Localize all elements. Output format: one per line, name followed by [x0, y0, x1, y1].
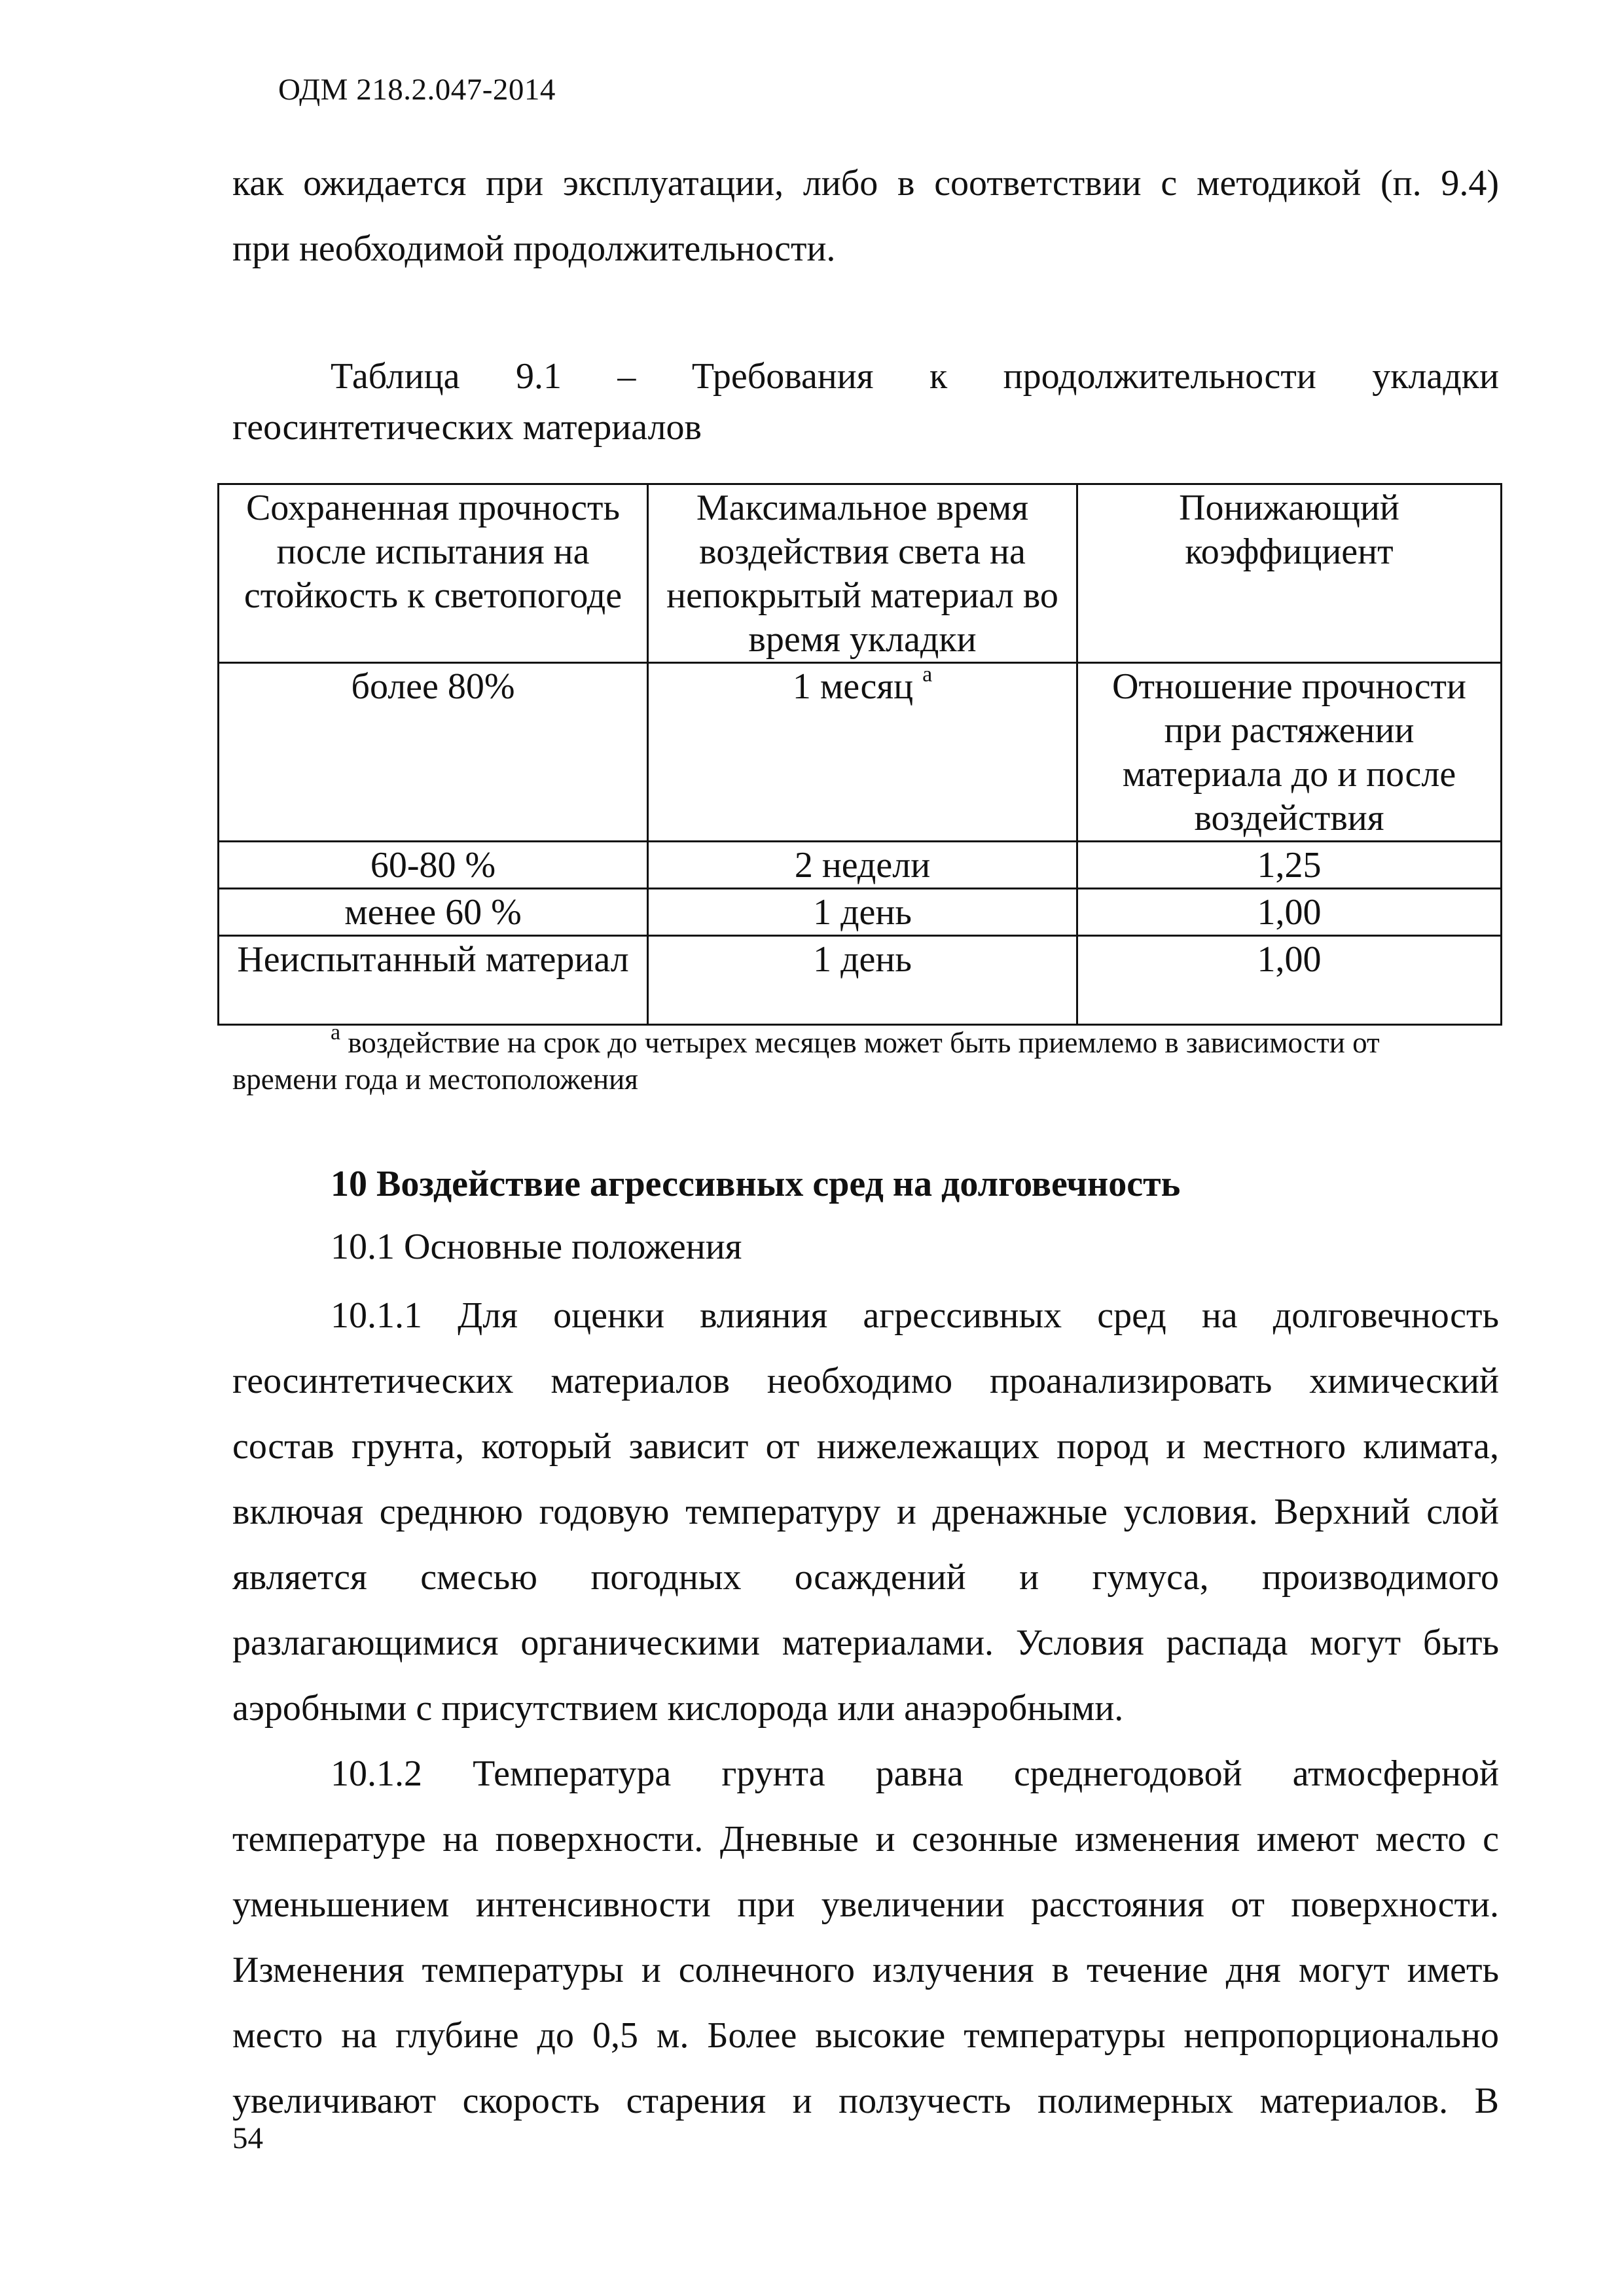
paragraph-10-1-2	[232, 1741, 1499, 2134]
text-line: 10.1.1 Для оценки влияния агрессивных сред на долговечность	[331, 1295, 1499, 1336]
intro-paragraph	[232, 151, 1499, 281]
text-line: место на глубине до 0,5 м. Более высокие температуры непропорционально	[232, 2015, 1499, 2056]
cell-strength: более 80%	[219, 663, 648, 842]
table-row	[219, 889, 1502, 936]
subsection-title: 10.1 Основные положения	[331, 1227, 742, 1267]
header-exposure-time: Максимальное время воздействия света на непокрытый материал во время укладки	[648, 484, 1077, 663]
footnote-mark: а	[922, 662, 933, 687]
table-row	[219, 842, 1502, 889]
text-line: 10.1.2 Температура грунта равна среднегодовой атмосферной	[331, 1753, 1499, 1794]
text-line: разлагающимися органическими материалами. Условия распада могут быть	[232, 1623, 1499, 1663]
footnote-text: воздействие на срок до четырех месяцев может быть приемлемо в зависимости от	[340, 1026, 1380, 1059]
cell-factor: 1,25	[1077, 842, 1502, 889]
caption-word: к	[929, 356, 948, 397]
table-row	[219, 936, 1502, 1025]
text-line: температуре на поверхности. Дневные и сезонные изменения имеют место с	[232, 1819, 1499, 1859]
text-line: включая среднюю годовую температуру и дренажные условия. Верхний слой	[232, 1492, 1499, 1532]
cell-strength: Неиспытанный материал	[219, 936, 648, 1025]
caption-line2: геосинтетических материалов	[232, 407, 702, 448]
intro-line: при необходимой продолжительности.	[232, 228, 836, 269]
text-line: является смесью погодных осаждений и гумуса, производимого	[232, 1557, 1499, 1598]
paragraph-10-1-1	[232, 1283, 1499, 1741]
caption-dash: –	[617, 356, 636, 397]
text-line: Изменения температуры и солнечного излучения в течение дня могут иметь	[232, 1950, 1499, 1990]
text-line: уменьшением интенсивности при увеличении расстояния от поверхности.	[232, 1884, 1499, 1925]
cell-strength: 60-80 %	[219, 842, 648, 889]
footnote-mark: а	[331, 1020, 341, 1045]
header-strength: Сохраненная прочность после испытания на стойкость к светопогоде	[219, 484, 648, 663]
table-caption	[232, 344, 1499, 460]
footnote-text: времени года и местоположения	[232, 1063, 638, 1096]
cell-factor: 1,00	[1077, 936, 1502, 1025]
document-code: ОДМ 218.2.047-2014	[278, 73, 556, 107]
cell-factor: 1,00	[1077, 889, 1502, 936]
cell-time	[648, 663, 1077, 842]
text-line: увеличивают скорость старения и ползучесть полимерных материалов. В	[232, 2081, 1499, 2121]
table-row	[219, 663, 1502, 842]
page-number: 54	[232, 2121, 263, 2155]
caption-word: Требования	[691, 356, 874, 397]
table-footnote	[232, 1020, 1499, 1098]
header-reduction-factor: Понижающий коэффициент	[1077, 484, 1502, 663]
caption-word: укладки	[1372, 356, 1499, 397]
table-header-row	[219, 484, 1502, 663]
requirements-table	[217, 483, 1502, 1026]
cell-time: 1 день	[648, 936, 1077, 1025]
intro-line: как ожидается при эксплуатации, либо в соответствии с методикой (п. 9.4)	[232, 163, 1499, 204]
cell-factor: Отношение прочности при растяжении материала до и после воздействия	[1077, 663, 1502, 842]
caption-word: продолжительности	[1003, 356, 1316, 397]
cell-time-text: 1 месяц	[792, 666, 914, 707]
cell-time: 2 недели	[648, 842, 1077, 889]
text-line: геосинтетических материалов необходимо проанализировать химический	[232, 1361, 1499, 1401]
caption-label: Таблица	[331, 356, 460, 397]
text-line: состав грунта, который зависит от нижележащих пород и местного климата,	[232, 1426, 1499, 1467]
caption-number: 9.1	[515, 356, 562, 397]
section-title: 10 Воздействие агрессивных сред на долговечность	[331, 1164, 1181, 1204]
text-line: аэробными с присутствием кислорода или анаэробными.	[232, 1688, 1124, 1729]
cell-strength: менее 60 %	[219, 889, 648, 936]
cell-time: 1 день	[648, 889, 1077, 936]
